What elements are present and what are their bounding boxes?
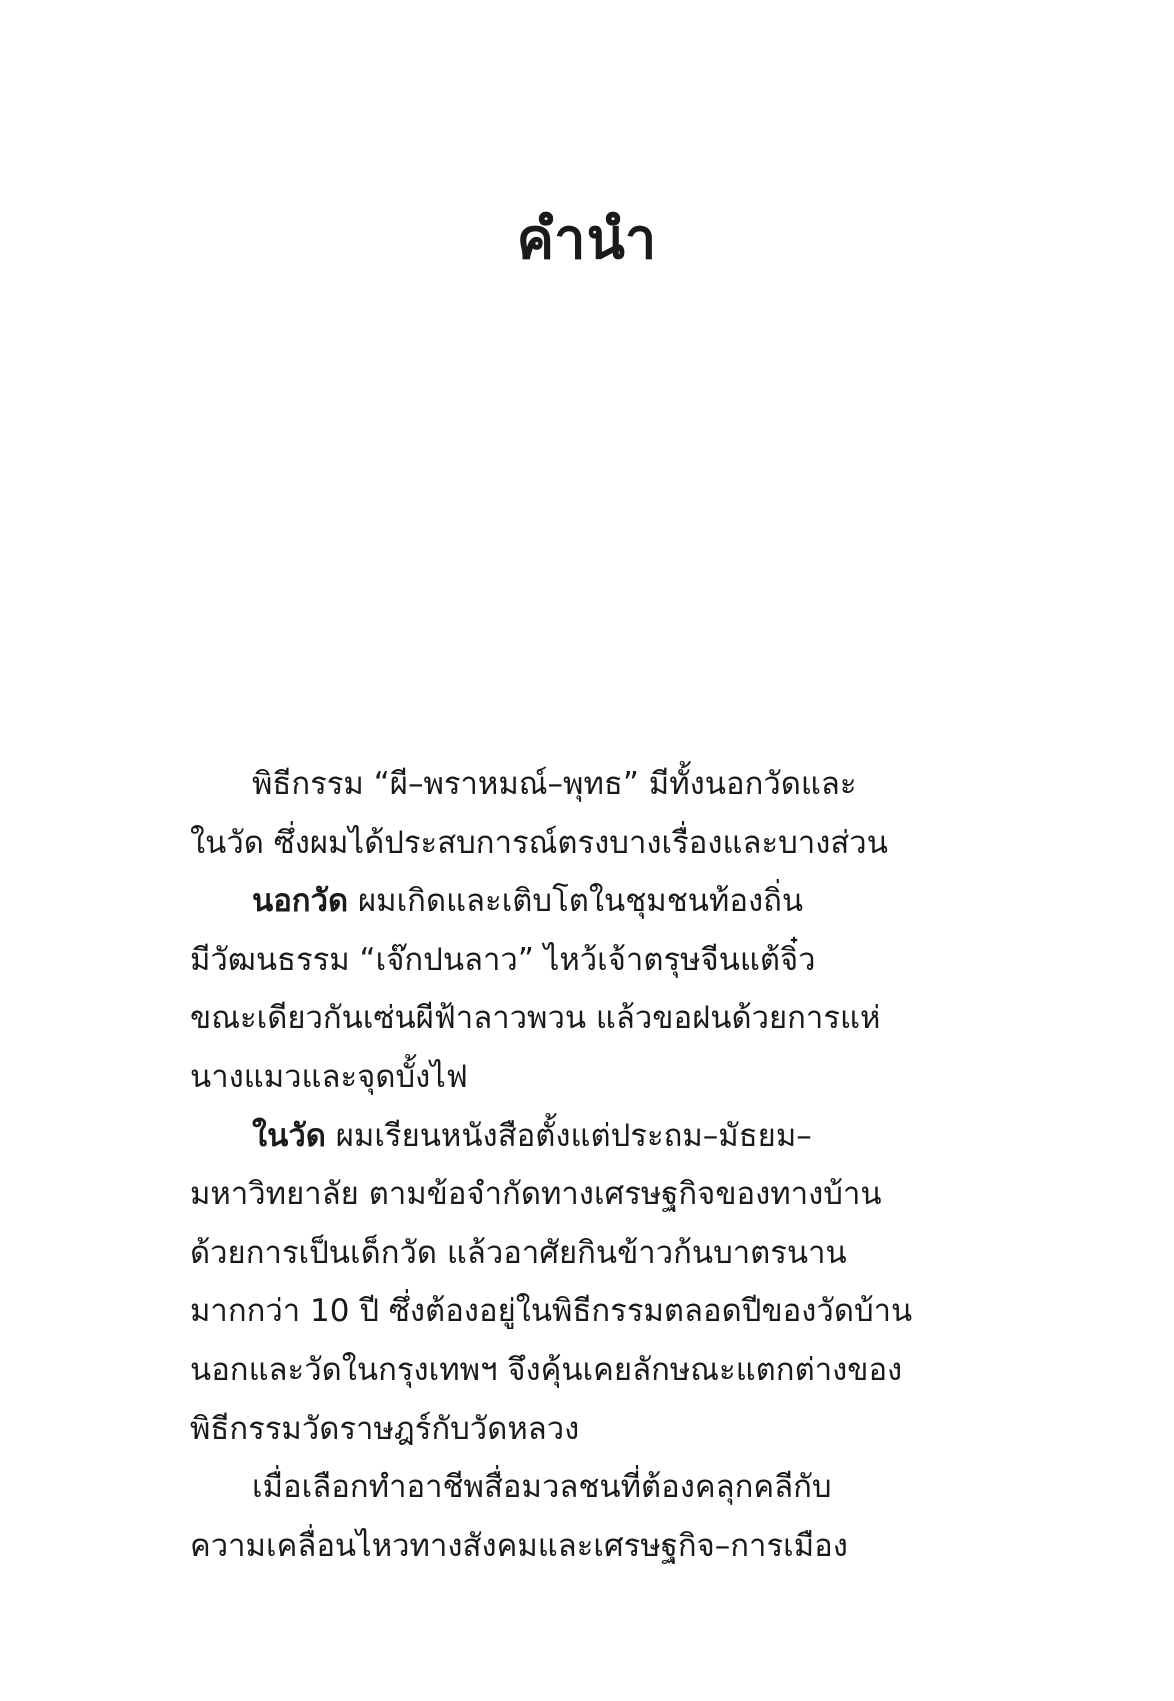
page-title: คำนำ (516, 207, 658, 272)
line-text: ขณะเดียวกันเซ่นผีฟ้าลาวพวน แล้วขอฝนด้วยการแห่ (190, 1000, 881, 1037)
paragraph-3-line-6 (190, 1400, 970, 1459)
paragraph-1-line-1 (190, 755, 970, 814)
paragraph-3-line-3 (190, 1224, 970, 1283)
section-lead-nok-wat: นอกวัด (252, 883, 349, 920)
paragraph-3-line-2 (190, 1165, 970, 1224)
paragraph-2-line-2 (190, 931, 970, 990)
line-text: ผมเรียนหนังสือตั้งแต่ประถม–มัธยม– (325, 1117, 812, 1154)
line-text: พิธีกรรมวัดราษฎร์กับวัดหลวง (190, 1410, 580, 1447)
paragraph-2-line-3 (190, 989, 970, 1048)
paragraph-3-line-4 (190, 1282, 970, 1341)
line-text: ผมเกิดและเติบโตในชุมชนท้องถิ่น (348, 883, 804, 920)
paragraph-2-line-4 (190, 1048, 970, 1107)
line-text: มหาวิทยาลัย ตามข้อจำกัดทางเศรษฐกิจของทางบ้าน (190, 1176, 882, 1213)
line-text: นอกและวัดในกรุงเทพฯ จึงคุ้นเคยลักษณะแตกต่างของ (190, 1351, 903, 1388)
line-text: ด้วยการเป็นเด็กวัด แล้วอาศัยกินข้าวก้นบาตรนาน (190, 1234, 847, 1271)
line-text: พิธีกรรม “ผี–พราหมณ์–พุทธ” มีทั้งนอกวัดและ (252, 766, 857, 802)
line-text: ในวัด ซึ่งผมได้ประสบการณ์ตรงบางเรื่องและบางส่วน (190, 824, 888, 861)
line-text: มีวัฒนธรรม “เจ๊กปนลาว” ไหว้เจ้าตรุษจีนแต้จิ๋ว (190, 941, 816, 978)
paragraph-2-line-1 (190, 872, 970, 931)
paragraph-3-line-5 (190, 1341, 970, 1400)
paragraph-4-line-1 (190, 1458, 970, 1517)
line-text: มากกว่า 10 ปี ซึ่งต้องอยู่ในพิธีกรรมตลอดปีของวัดบ้าน (190, 1293, 913, 1330)
line-text: เมื่อเลือกทำอาชีพสื่อมวลชนที่ต้องคลุกคลีกับ (252, 1469, 832, 1506)
section-lead-nai-wat: ในวัด (252, 1117, 326, 1154)
paragraph-1-line-2 (190, 814, 970, 873)
line-text: นางแมวและจุดบั้งไฟ (190, 1058, 468, 1095)
line-text: ความเคลื่อนไหวทางสังคมและเศรษฐกิจ–การเมือง (190, 1527, 848, 1564)
paragraph-4-line-2 (190, 1517, 970, 1576)
paragraph-3-line-1 (190, 1107, 970, 1166)
body-text (190, 755, 970, 1575)
